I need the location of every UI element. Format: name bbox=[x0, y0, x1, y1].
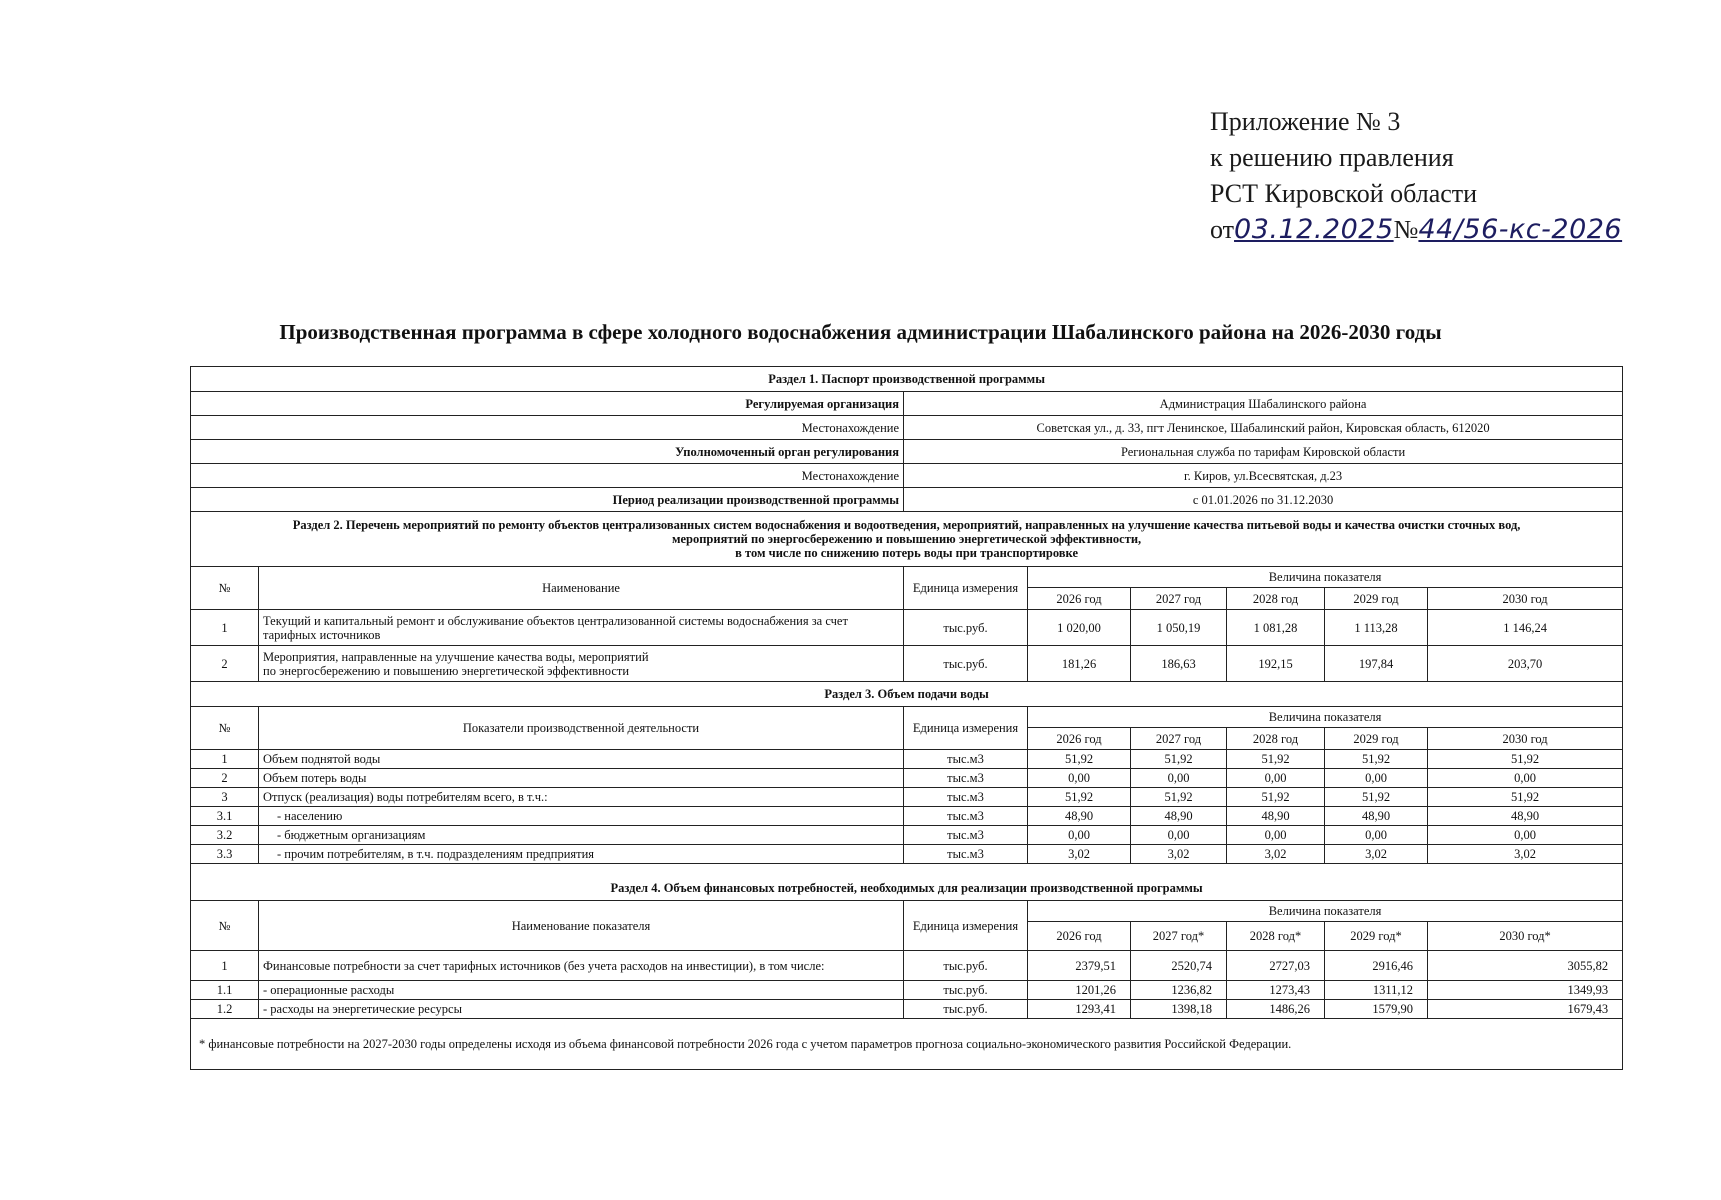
row-value: 51,92 bbox=[1325, 788, 1428, 807]
passport-label: Местонахождение bbox=[191, 416, 904, 440]
table-row bbox=[191, 826, 1623, 845]
row-value: 1236,82 bbox=[1131, 981, 1227, 1000]
table-row bbox=[191, 610, 1623, 646]
appendix-header bbox=[1210, 104, 1622, 248]
year-header: 2030 год* bbox=[1428, 922, 1623, 951]
row-value: 48,90 bbox=[1428, 807, 1623, 826]
col-num-header: № bbox=[191, 901, 259, 951]
section2-heading-line1: Раздел 2. Перечень мероприятий по ремонту объектов централизованных систем водоснабжения и водоотведения, мероприятий, направленных на улучшение качества питьевой воды и качества очистки сточных вод, bbox=[292, 518, 1521, 532]
passport-label: Местонахождение bbox=[191, 464, 904, 488]
section2-heading-line3: в том числе по снижению потерь воды при транспортировке bbox=[735, 546, 1078, 560]
passport-row bbox=[191, 440, 1623, 464]
decision-date: 03.12.2025 bbox=[1234, 214, 1394, 245]
row-name: - населению bbox=[259, 807, 904, 826]
appendix-number: Приложение № 3 bbox=[1210, 107, 1401, 136]
row-value: 48,90 bbox=[1131, 807, 1227, 826]
passport-value: г. Киров, ул.Всесвятская, д.23 bbox=[904, 464, 1623, 488]
section1-heading: Раздел 1. Паспорт производственной программы bbox=[191, 367, 1623, 392]
row-value: 0,00 bbox=[1028, 769, 1131, 788]
year-header: 2029 год bbox=[1325, 588, 1428, 610]
row-unit: тыс.м3 bbox=[904, 826, 1028, 845]
col-name-header: Показатели производственной деятельности bbox=[259, 707, 904, 750]
row-num: 2 bbox=[191, 646, 259, 682]
passport-row bbox=[191, 416, 1623, 440]
row-value: 1273,43 bbox=[1227, 981, 1325, 1000]
from-prefix: от bbox=[1210, 215, 1235, 244]
row-num: 1 bbox=[191, 610, 259, 646]
year-header: 2028 год bbox=[1227, 728, 1325, 750]
year-header: 2030 год bbox=[1428, 728, 1623, 750]
row-value: 1398,18 bbox=[1131, 1000, 1227, 1019]
table-row bbox=[191, 646, 1623, 682]
table-row bbox=[191, 1000, 1623, 1019]
row-num: 1.1 bbox=[191, 981, 259, 1000]
number-prefix: № bbox=[1393, 215, 1419, 244]
table-row bbox=[191, 845, 1623, 864]
row-value: 1 146,24 bbox=[1428, 610, 1623, 646]
row-unit: тыс.руб. bbox=[904, 951, 1028, 981]
row-value: 192,15 bbox=[1227, 646, 1325, 682]
row-value: 0,00 bbox=[1227, 826, 1325, 845]
row-value: 181,26 bbox=[1028, 646, 1131, 682]
passport-row bbox=[191, 464, 1623, 488]
col-name-header: Наименование показателя bbox=[259, 901, 904, 951]
row-name-line2: по энергосбережению и повышению энергетической эффективности bbox=[263, 663, 630, 678]
row-value: 197,84 bbox=[1325, 646, 1428, 682]
row-value: 3,02 bbox=[1325, 845, 1428, 864]
col-num-header: № bbox=[191, 567, 259, 610]
row-value: 186,63 bbox=[1131, 646, 1227, 682]
row-unit: тыс.руб. bbox=[904, 610, 1028, 646]
passport-label: Регулируемая организация bbox=[191, 392, 904, 416]
year-header: 2030 год bbox=[1428, 588, 1623, 610]
row-value: 0,00 bbox=[1227, 769, 1325, 788]
row-name: Объем поднятой воды bbox=[259, 750, 904, 769]
row-value: 48,90 bbox=[1227, 807, 1325, 826]
passport-value: Администрация Шабалинского района bbox=[904, 392, 1623, 416]
table-row bbox=[191, 788, 1623, 807]
row-value: 3,02 bbox=[1428, 845, 1623, 864]
row-name-line1: Мероприятия, направленные на улучшение качества воды, мероприятий bbox=[263, 649, 649, 664]
col-unit-header: Единица измерения bbox=[904, 707, 1028, 750]
col-name-header: Наименование bbox=[259, 567, 904, 610]
row-unit: тыс.м3 bbox=[904, 807, 1028, 826]
row-unit: тыс.руб. bbox=[904, 646, 1028, 682]
row-name-line2: тарифных источников bbox=[263, 627, 381, 642]
row-value: 1 050,19 bbox=[1131, 610, 1227, 646]
row-value: 3,02 bbox=[1028, 845, 1131, 864]
spacer bbox=[191, 864, 1623, 877]
row-num: 3.2 bbox=[191, 826, 259, 845]
row-value: 203,70 bbox=[1428, 646, 1623, 682]
year-header: 2029 год bbox=[1325, 728, 1428, 750]
row-value: 51,92 bbox=[1028, 788, 1131, 807]
row-value: 1201,26 bbox=[1028, 981, 1131, 1000]
row-value: 1 020,00 bbox=[1028, 610, 1131, 646]
row-value: 51,92 bbox=[1227, 788, 1325, 807]
year-header: 2026 год bbox=[1028, 922, 1131, 951]
passport-value: с 01.01.2026 по 31.12.2030 bbox=[904, 488, 1623, 512]
row-value: 3,02 bbox=[1131, 845, 1227, 864]
row-value: 2916,46 bbox=[1325, 951, 1428, 981]
row-value: 0,00 bbox=[1428, 826, 1623, 845]
footnote: * финансовые потребности на 2027-2030 годы определены исходя из объема финансовой потребности 2026 года с учетом параметров прогноза социально-экономического развития Российской Федерации. bbox=[191, 1019, 1623, 1070]
row-num: 3.1 bbox=[191, 807, 259, 826]
row-value: 0,00 bbox=[1325, 826, 1428, 845]
row-value: 1579,90 bbox=[1325, 1000, 1428, 1019]
row-name: - прочим потребителям, в т.ч. подразделениям предприятия bbox=[259, 845, 904, 864]
table-row bbox=[191, 981, 1623, 1000]
col-unit-header: Единица измерения bbox=[904, 901, 1028, 951]
col-value-header: Величина показателя bbox=[1028, 567, 1623, 588]
col-value-header: Величина показателя bbox=[1028, 901, 1623, 922]
year-header: 2029 год* bbox=[1325, 922, 1428, 951]
appendix-authority: РСТ Кировской области bbox=[1210, 179, 1478, 208]
row-value: 1349,93 bbox=[1428, 981, 1623, 1000]
row-name: Отпуск (реализация) воды потребителям всего, в т.ч.: bbox=[259, 788, 904, 807]
table-row bbox=[191, 951, 1623, 981]
table-row bbox=[191, 807, 1623, 826]
row-name bbox=[259, 646, 904, 682]
row-value: 0,00 bbox=[1131, 769, 1227, 788]
row-num: 1 bbox=[191, 951, 259, 981]
row-name-line1: Текущий и капитальный ремонт и обслуживание объектов централизованной системы водоснабжения за счет bbox=[263, 613, 848, 628]
row-value: 2727,03 bbox=[1227, 951, 1325, 981]
col-num-header: № bbox=[191, 707, 259, 750]
section2-heading-line2: мероприятий по энергосбережению и повышению энергетической эффективности, bbox=[671, 532, 1142, 546]
year-header: 2028 год bbox=[1227, 588, 1325, 610]
passport-value: Региональная служба по тарифам Кировской области bbox=[904, 440, 1623, 464]
row-num: 1.2 bbox=[191, 1000, 259, 1019]
row-name: Объем потерь воды bbox=[259, 769, 904, 788]
row-value: 2520,74 bbox=[1131, 951, 1227, 981]
appendix-decision: к решению правления bbox=[1210, 143, 1454, 172]
passport-label: Период реализации производственной программы bbox=[191, 488, 904, 512]
row-unit: тыс.руб. bbox=[904, 1000, 1028, 1019]
row-unit: тыс.м3 bbox=[904, 788, 1028, 807]
row-unit: тыс.м3 bbox=[904, 845, 1028, 864]
row-value: 1 113,28 bbox=[1325, 610, 1428, 646]
row-name: - операционные расходы bbox=[259, 981, 904, 1000]
year-header: 2027 год* bbox=[1131, 922, 1227, 951]
row-value: 51,92 bbox=[1325, 750, 1428, 769]
row-value: 0,00 bbox=[1131, 826, 1227, 845]
passport-row bbox=[191, 392, 1623, 416]
row-value: 3,02 bbox=[1227, 845, 1325, 864]
row-value: 1 081,28 bbox=[1227, 610, 1325, 646]
row-unit: тыс.м3 bbox=[904, 750, 1028, 769]
row-unit: тыс.руб. bbox=[904, 981, 1028, 1000]
row-value: 2379,51 bbox=[1028, 951, 1131, 981]
section3-heading: Раздел 3. Объем подачи воды bbox=[191, 682, 1623, 707]
section2-heading bbox=[191, 512, 1623, 567]
row-name: - расходы на энергетические ресурсы bbox=[259, 1000, 904, 1019]
passport-value: Советская ул., д. 33, пгт Ленинское, Шабалинский район, Кировская область, 612020 bbox=[904, 416, 1623, 440]
row-unit: тыс.м3 bbox=[904, 769, 1028, 788]
document-title: Производственная программа в сфере холодного водоснабжения администрации Шабалинского района на 2026-2030 годы bbox=[279, 320, 1442, 344]
row-value: 0,00 bbox=[1428, 769, 1623, 788]
row-value: 51,92 bbox=[1131, 750, 1227, 769]
year-header: 2026 год bbox=[1028, 728, 1131, 750]
row-value: 51,92 bbox=[1227, 750, 1325, 769]
row-value: 51,92 bbox=[1131, 788, 1227, 807]
row-value: 48,90 bbox=[1325, 807, 1428, 826]
row-value: 3055,82 bbox=[1428, 951, 1623, 981]
year-header: 2027 год bbox=[1131, 728, 1227, 750]
row-num: 3.3 bbox=[191, 845, 259, 864]
appendix-date-line bbox=[1210, 212, 1622, 248]
row-value: 1311,12 bbox=[1325, 981, 1428, 1000]
passport-label: Уполномоченный орган регулирования bbox=[191, 440, 904, 464]
row-name: - бюджетным организациям bbox=[259, 826, 904, 845]
row-value: 1679,43 bbox=[1428, 1000, 1623, 1019]
year-header: 2026 год bbox=[1028, 588, 1131, 610]
year-header: 2027 год bbox=[1131, 588, 1227, 610]
table-row bbox=[191, 769, 1623, 788]
decision-number: 44/56-кс-2026 bbox=[1418, 214, 1623, 245]
row-value: 51,92 bbox=[1028, 750, 1131, 769]
row-value: 51,92 bbox=[1428, 788, 1623, 807]
passport-row bbox=[191, 488, 1623, 512]
year-header: 2028 год* bbox=[1227, 922, 1325, 951]
section4-heading: Раздел 4. Объем финансовых потребностей, необходимых для реализации производственной программы bbox=[191, 876, 1623, 901]
row-value: 48,90 bbox=[1028, 807, 1131, 826]
row-value: 0,00 bbox=[1325, 769, 1428, 788]
row-value: 1486,26 bbox=[1227, 1000, 1325, 1019]
table-row bbox=[191, 750, 1623, 769]
row-num: 2 bbox=[191, 769, 259, 788]
row-num: 1 bbox=[191, 750, 259, 769]
row-name: Финансовые потребности за счет тарифных источников (без учета расходов на инвестиции), в том числе: bbox=[259, 951, 904, 981]
row-num: 3 bbox=[191, 788, 259, 807]
row-value: 0,00 bbox=[1028, 826, 1131, 845]
col-unit-header: Единица измерения bbox=[904, 567, 1028, 610]
col-value-header: Величина показателя bbox=[1028, 707, 1623, 728]
row-name bbox=[259, 610, 904, 646]
row-value: 51,92 bbox=[1428, 750, 1623, 769]
program-table bbox=[190, 366, 1623, 1070]
row-value: 1293,41 bbox=[1028, 1000, 1131, 1019]
